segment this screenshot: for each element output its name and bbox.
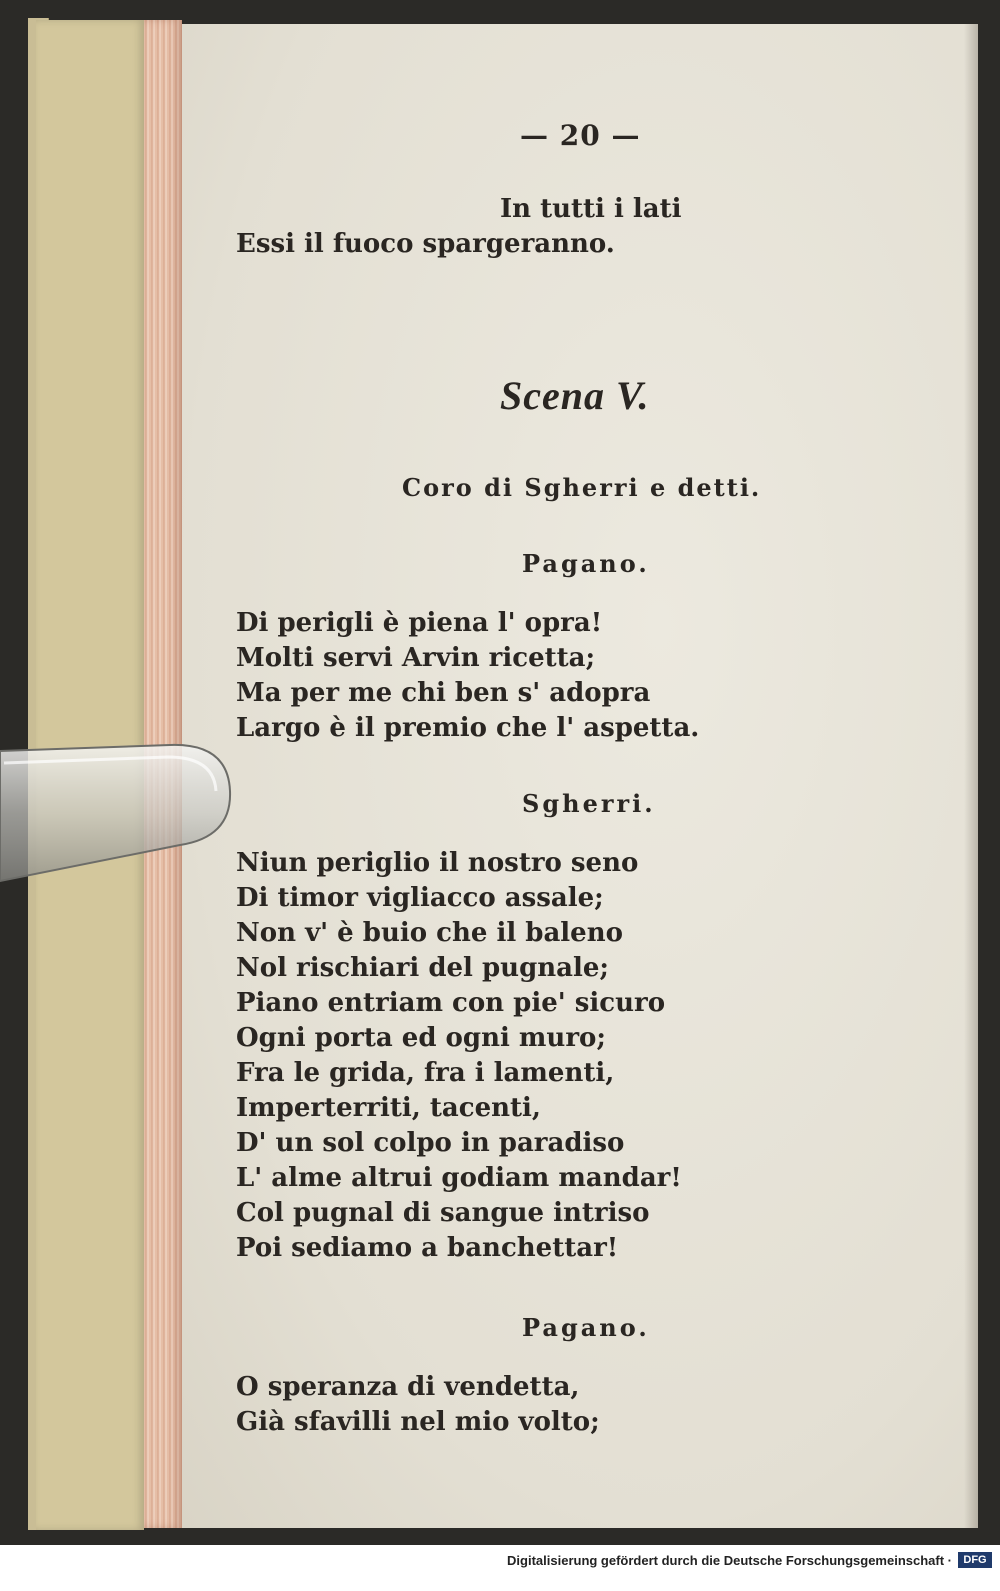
- verse-line: Di timor vigliacco assale;: [236, 883, 604, 913]
- verse-line: Fra le grida, fra i lamenti,: [236, 1058, 615, 1088]
- verse-line: Ogni porta ed ogni muro;: [236, 1023, 606, 1053]
- speaker-name: Sgherri.: [522, 789, 656, 818]
- verse-line: Col pugnal di sangue intriso: [236, 1198, 650, 1228]
- intro-line: In tutti i lati: [500, 194, 682, 224]
- stage-direction: Coro di Sgherri e detti.: [402, 473, 762, 502]
- verse-line: Ma per me chi ben s' adopra: [236, 678, 651, 708]
- page-holder-strip: [0, 741, 238, 883]
- footer-bar: [0, 1545, 1000, 1591]
- verse-line: Piano entriam con pie' sicuro: [236, 988, 666, 1018]
- verse-line: Niun periglio il nostro seno: [236, 848, 639, 878]
- verse-line: L' alme altrui godiam mandar!: [236, 1163, 682, 1193]
- verse-line: D' un sol colpo in paradiso: [236, 1128, 625, 1158]
- verse-line: Non v' è buio che il baleno: [236, 918, 623, 948]
- page-shadow: [964, 24, 978, 1528]
- verse-line: Di perigli è piena l' opra!: [236, 608, 603, 638]
- page-number: — 20 —: [520, 119, 641, 152]
- verse-line: Poi sediamo a banchettar!: [236, 1233, 619, 1263]
- verse-line: O speranza di vendetta,: [236, 1372, 580, 1402]
- intro-line: Essi il fuoco spargeranno.: [236, 229, 615, 259]
- verse-line: Già sfavilli nel mio volto;: [236, 1407, 600, 1437]
- verse-line: Nol rischiari del pugnale;: [236, 953, 610, 983]
- verse-line: Largo è il premio che l' aspetta.: [236, 713, 700, 743]
- verse-line: Imperterriti, tacenti,: [236, 1093, 541, 1123]
- speaker-name: Pagano.: [522, 1313, 650, 1342]
- footer-credit: Digitalisierung gefördert durch die Deutsche Forschungsgemeinschaft ·: [507, 1553, 952, 1568]
- scene-title: Scena V.: [500, 373, 650, 418]
- dfg-logo: DFG: [958, 1552, 992, 1568]
- verse-line: Molti servi Arvin ricetta;: [236, 643, 596, 673]
- speaker-name: Pagano.: [522, 549, 650, 578]
